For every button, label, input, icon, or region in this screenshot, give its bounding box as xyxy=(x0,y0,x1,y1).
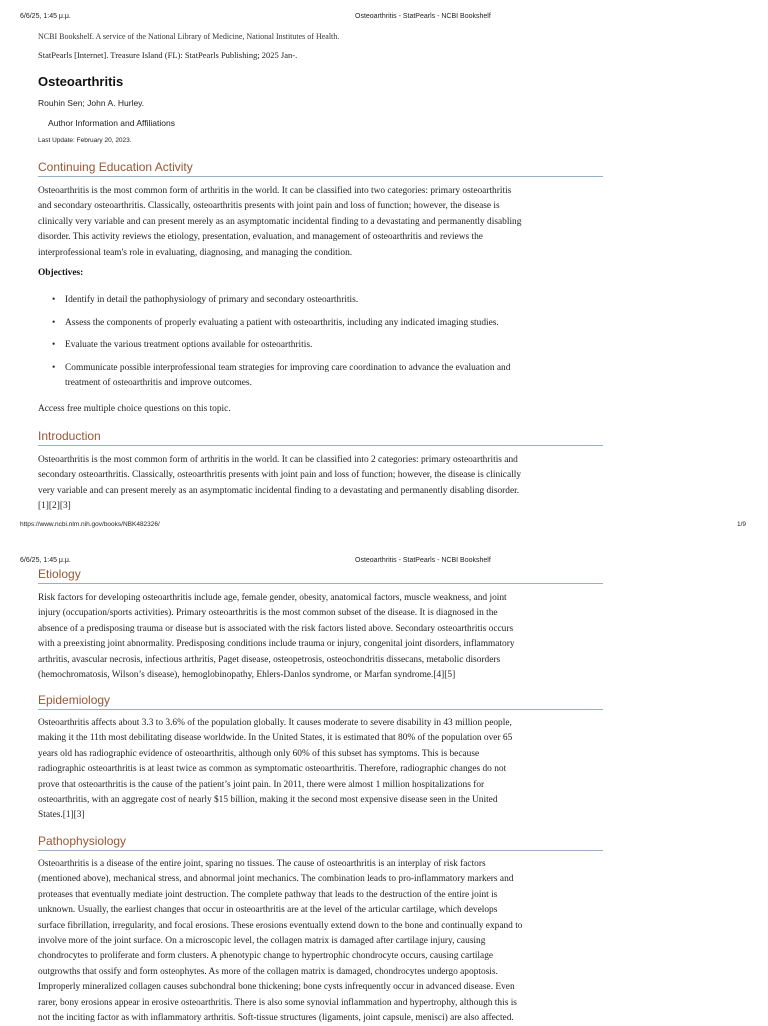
author-affiliations-link[interactable]: Author Information and Affiliations xyxy=(48,118,175,128)
section-heading-pathophysiology: Pathophysiology xyxy=(38,834,603,851)
text-line: osteoarthritis, with an aggregate cost of nearly $15 billion, making it the second most expensive disease seen in the United xyxy=(38,795,498,806)
text-line: injury (occupation/sports activities). Primary osteoarthritis is the most common subset of the disease. It is diagnosed in the xyxy=(38,608,498,619)
text-line: Osteoarthritis affects about 3.3 to 3.6% of the population globally. It causes moderate to severe disability in 43 million people, xyxy=(38,718,512,728)
bullet-icon: • xyxy=(52,295,56,305)
section-heading-introduction: Introduction xyxy=(38,429,603,446)
text-line: Osteoarthritis is the most common form of arthritis in the world. It can be classified into two categories: primary osteoarthritis xyxy=(38,186,512,196)
list-item-text: Evaluate the various treatment options available for osteoarthritis. xyxy=(65,340,313,350)
list-item-text: Identify in detail the pathophysiology of primary and secondary osteoarthritis. xyxy=(65,295,359,305)
print-page-title: Osteoarthritis - StatPearls - NCBI Bookshelf xyxy=(355,13,491,20)
text-line: Osteoarthritis is the most common form of arthritis in the world. It can be classified into 2 categories: primary osteoarthritis and xyxy=(38,455,518,465)
text-line: Improperly mineralized collagen causes subchondral bone thickening; bone cysts infrequently occur in advanced disease. Even xyxy=(38,982,515,993)
section-heading-etiology: Etiology xyxy=(38,567,603,584)
page-title: Osteoarthritis xyxy=(38,74,124,89)
free-questions-link[interactable]: Access free multiple choice questions on this topic. xyxy=(38,404,231,414)
bookshelf-notice: NCBI Bookshelf. A service of the National Library of Medicine, National Institutes of Health. xyxy=(38,32,340,41)
text-line: not the inciting factor as with inflammatory arthritis. Soft-tissue structures (ligaments, joint capsule, menisci) are also affected. xyxy=(38,1013,514,1024)
text-line: (mentioned above), mechanical stress, and abnormal joint mechanics. The combination leads to pro-inflammatory markers and xyxy=(38,874,514,885)
text-line: States.[1][3] xyxy=(38,810,85,821)
list-item xyxy=(52,293,598,308)
bullet-icon: • xyxy=(52,363,56,373)
objectives-label: Objectives: xyxy=(38,268,84,278)
text-line: arthritis, avascular necrosis, infectious arthritis, Paget disease, osteopetrosis, osteochondritis dissecans, metabolic disorders xyxy=(38,654,501,665)
text-line: radiographic osteoarthritis is at least twice as common as symptomatic osteoarthritis. Therefore, radiographic changes do not xyxy=(38,764,507,775)
list-item xyxy=(52,316,598,331)
text-line: making it the 11th most debilitating disease worldwide. In the United States, it is estimated that 80% of the population over 65 xyxy=(38,733,513,744)
pathophysiology-paragraph xyxy=(38,857,606,1026)
text-line: [1][2][3] xyxy=(38,501,71,512)
ce-paragraph xyxy=(38,184,606,261)
page-number: 1/9 xyxy=(737,521,747,528)
text-line: chondrocytes to proliferate and form clusters. A phenotypic change to hypertrophic chondrocyte occurs, causing cartilage xyxy=(38,951,494,962)
text-line: surface fibrillation, irregularity, and focal erosions. These erosions eventually extend down to the bone and continually expand to xyxy=(38,920,523,931)
text-line: clinically very variable and can present merely as an asymptomatic incidental finding to a devastating and permanently disabling xyxy=(38,216,522,227)
text-line: years old has radiographic evidence of osteoarthritis, although only 60% of this subset has symptoms. This is because xyxy=(38,748,480,759)
text-line: outgrowths that ossify and form osteophytes. As more of the collagen matrix is damaged, chondrocytes undergo apoptosis. xyxy=(38,966,498,977)
text-line: very variable and can present merely as an asymptomatic incidental finding to a devastating and permanently disabling disorder. xyxy=(38,485,520,496)
bullet-icon: • xyxy=(52,340,56,350)
page-break xyxy=(0,530,768,550)
text-line: Osteoarthritis is a disease of the entire joint, sparing no tissues. The cause of osteoarthritis is an interplay of risk factors xyxy=(38,859,486,869)
section-heading-epidemiology: Epidemiology xyxy=(38,693,603,710)
text-line: with a preexisting joint abnormality. Predisposing conditions include trauma or injury, congenital joint disorders, inflammatory xyxy=(38,639,515,650)
text-line: interprofessional team's role in evaluating, diagnosing, and managing the condition. xyxy=(38,247,353,258)
list-item-text: Communicate possible interprofessional team strategies for improving care coordination to advance the evaluation and xyxy=(65,363,511,373)
intro-paragraph xyxy=(38,453,606,515)
print-date: 6/6/25, 1:45 μ.μ. xyxy=(20,13,71,20)
list-item-text: Assess the components of properly evaluating a patient with osteoarthritis, including any indicated imaging studies. xyxy=(65,318,499,328)
list-item-text: treatment of osteoarthritis and improve outcomes. xyxy=(65,378,252,389)
text-line: Risk factors for developing osteoarthritis include age, female gender, obesity, anatomical factors, muscle weakness, and joint xyxy=(38,593,507,603)
bullet-icon: • xyxy=(52,318,56,328)
footer-url: https://www.ncbi.nlm.nih.gov/books/NBK482326/ xyxy=(20,521,160,528)
text-line: and secondary osteoarthritis. Classically, osteoarthritis presents with joint pain and loss of function; however, the disease is xyxy=(38,201,500,212)
text-line: disorder. This activity reviews the etiology, presentation, evaluation, and management of osteoarthritis and reviews the xyxy=(38,232,483,243)
text-line: involve more of the joint surface. On a microscopic level, the collagen matrix is damaged after cartilage injury, causing xyxy=(38,936,486,947)
section-heading-continuing-education: Continuing Education Activity xyxy=(38,160,603,177)
text-line: (hemochromatosis, Wilson’s disease), hemoglobinopathy, Ehlers-Danlos syndrome, or Marfan syndrome.[4][5] xyxy=(38,670,456,681)
list-item xyxy=(52,338,598,353)
text-line: absence of a predisposing trauma or disease but is associated with the risk factors listed above. Secondary osteoarthritis occurs xyxy=(38,623,514,634)
last-update: Last Update: February 20, 2023. xyxy=(38,137,132,144)
text-line: rarer, bony erosions appear in erosive osteoarthritis. There is also some synovial inflammation and hypertrophy, although this is xyxy=(38,997,517,1008)
print-page-title: Osteoarthritis - StatPearls - NCBI Bookshelf xyxy=(355,557,491,564)
list-item xyxy=(52,361,598,392)
citation-line: StatPearls [Internet]. Treasure Island (FL): StatPearls Publishing; 2025 Jan-. xyxy=(38,50,298,60)
text-line: proteases that eventually mediate joint destruction. The complete pathway that leads to the destruction of the entire joint is xyxy=(38,889,498,900)
text-line: prove that osteoarthritis is the cause of the patient’s joint pain. In 2011, there were almost 1 million hospitalizations for xyxy=(38,779,485,790)
print-date: 6/6/25, 1:45 μ.μ. xyxy=(20,557,71,564)
authors: Rouhin Sen; John A. Hurley. xyxy=(38,98,145,108)
text-line: secondary osteoarthritis. Classically, osteoarthritis presents with joint pain and loss of function; however, the disease is clinically xyxy=(38,470,522,481)
text-line: unknown. Usually, the earliest changes that occur in osteoarthritis are at the level of the articular cartilage, which develops xyxy=(38,905,498,916)
etiology-paragraph xyxy=(38,591,606,683)
epidemiology-paragraph xyxy=(38,716,606,824)
